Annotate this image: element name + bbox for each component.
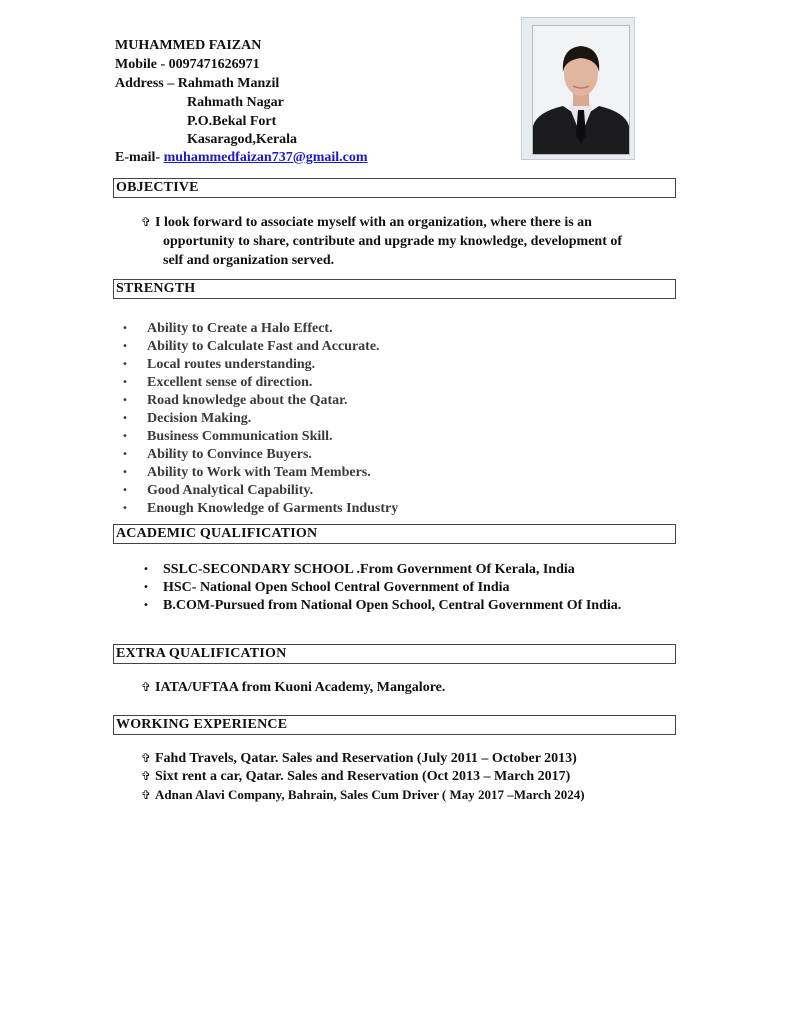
experience-item: ✞ Adnan Alavi Company, Bahrain, Sales Cum Driver ( May 2017 –March 2024) xyxy=(141,785,585,805)
bullet-icon: • xyxy=(143,600,149,611)
bullet-icon: • xyxy=(122,323,128,334)
cross-bullet-icon: ✞ xyxy=(141,751,152,765)
objective-line-2: opportunity to share, contribute and upgrade my knowledge, development of xyxy=(163,234,623,249)
cross-bullet-icon: ✞ xyxy=(141,788,152,802)
cross-bullet-icon: ✞ xyxy=(141,215,152,229)
bullet-icon: • xyxy=(143,564,149,575)
address-line-4: Kasaragod,Kerala xyxy=(187,132,298,147)
experience-item: ✞ Fahd Travels, Qatar. Sales and Reservation (July 2011 – October 2013) xyxy=(141,751,577,766)
bullet-icon: • xyxy=(122,467,128,478)
bullet-icon: • xyxy=(122,431,128,442)
email-row xyxy=(115,148,368,167)
bullet-icon: • xyxy=(122,485,128,496)
bullet-icon: • xyxy=(122,395,128,406)
section-header-extra: EXTRA QUALIFICATION xyxy=(113,644,676,664)
profile-photo xyxy=(521,17,635,160)
address-line-3: P.O.Bekal Fort xyxy=(187,114,277,129)
email-label: E-mail- xyxy=(115,150,161,165)
cross-bullet-icon: ✞ xyxy=(141,680,152,694)
address-line-2: Rahmath Nagar xyxy=(187,95,284,110)
address-line-1: Address – Rahmath Manzil xyxy=(115,76,280,91)
section-header-strength: STRENGTH xyxy=(113,279,676,299)
bullet-icon: • xyxy=(122,503,128,514)
bullet-icon: • xyxy=(122,449,128,460)
bullet-icon: • xyxy=(143,582,149,593)
bullet-icon: • xyxy=(122,359,128,370)
extra-item: ✞ IATA/UFTAA from Kuoni Academy, Mangalore. xyxy=(141,680,446,695)
experience-item: ✞ Sixt rent a car, Qatar. Sales and Reservation (Oct 2013 – March 2017) xyxy=(141,769,571,784)
email-link[interactable]: muhammedfaizan737@gmail.com xyxy=(163,150,368,165)
section-header-objective: OBJECTIVE xyxy=(113,178,676,198)
bullet-icon: • xyxy=(122,377,128,388)
section-header-academic: ACADEMIC QUALIFICATION xyxy=(113,524,676,544)
objective-line-1: I look forward to associate myself with an organization, where there is an xyxy=(155,215,592,230)
section-header-experience: WORKING EXPERIENCE xyxy=(113,715,676,735)
mobile-number: Mobile - 0097471626971 xyxy=(115,57,260,72)
objective-text xyxy=(141,213,681,270)
person-portrait-icon xyxy=(533,26,629,154)
bullet-icon: • xyxy=(122,341,128,352)
candidate-name: MUHAMMED FAIZAN xyxy=(115,38,262,53)
photo-frame xyxy=(532,25,630,155)
bullet-icon: • xyxy=(122,413,128,424)
objective-line-3: self and organization served. xyxy=(163,253,335,268)
cross-bullet-icon: ✞ xyxy=(141,769,152,783)
